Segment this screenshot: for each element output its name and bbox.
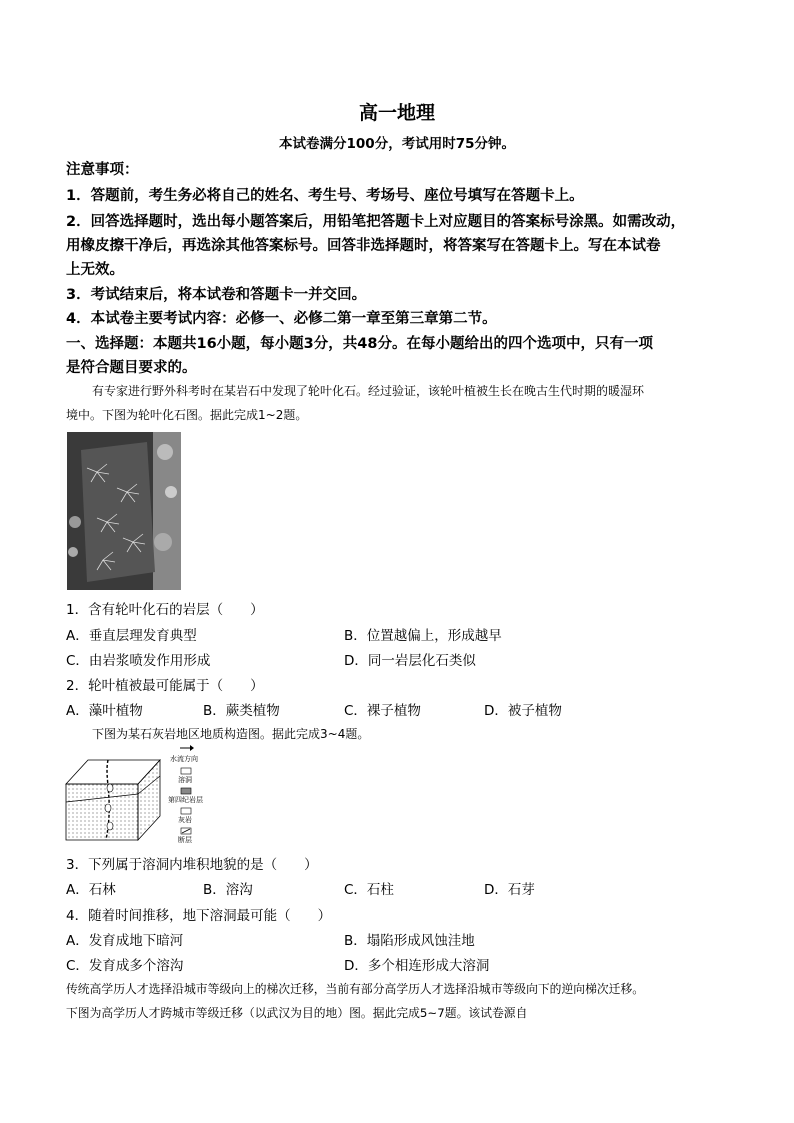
section-heading-cont: 是符合题目要求的。 — [66, 360, 197, 376]
legend-label: 灰岩 — [178, 816, 192, 824]
option-d[interactable]: D．同一岩层化石类似 — [344, 653, 476, 669]
option-b[interactable]: B．位置越偏上，形成越早 — [344, 628, 502, 644]
option-a[interactable]: A．发育成地下暗河 — [66, 933, 184, 949]
notice-item: 上无效。 — [66, 262, 124, 278]
option-b[interactable]: B．蕨类植物 — [203, 703, 280, 719]
option-b[interactable]: B．塌陷形成风蚀洼地 — [344, 933, 475, 949]
section-heading: 一、选择题：本题共16小题，每小题3分，共48分。在每小题给出的四个选项中，只有一项 — [66, 336, 653, 352]
legend-label: 水流方向 — [170, 755, 198, 763]
notice-item: 用橡皮擦干净后，再选涂其他答案标号。回答非选择题时，将答案写在答题卡上。写在本试卷 — [66, 238, 661, 254]
option-d[interactable]: D．被子植物 — [484, 703, 562, 719]
fossil-photo — [67, 432, 181, 590]
option-a[interactable]: A．藻叶植物 — [66, 703, 143, 719]
notice-item: 4．本试卷主要考试内容：必修一、必修二第一章至第三章第二节。 — [66, 311, 497, 327]
option-c[interactable]: C．石柱 — [344, 882, 394, 898]
option-c[interactable]: C．裸子植物 — [344, 703, 421, 719]
passage-text: 传统高学历人才选择沿城市等级向上的梯次迁移，当前有部分高学历人才选择沿城市等级向下的逆向梯次迁移。 — [66, 982, 645, 996]
option-c[interactable]: C．由岩浆喷发作用形成 — [66, 653, 211, 669]
option-b[interactable]: B．溶沟 — [203, 882, 253, 898]
question-stem: 3．下列属于溶洞内堆积地貌的是（ ） — [66, 857, 318, 873]
exam-subtitle: 本试卷满分100分，考试用时75分钟。 — [279, 136, 515, 152]
notice-item: 1．答题前，考生务必将自己的姓名、考生号、考场号、座位号填写在答题卡上。 — [66, 188, 584, 204]
question-stem: 1．含有轮叶化石的岩层（ ） — [66, 602, 264, 618]
option-d[interactable]: D．多个相连形成大溶洞 — [344, 958, 490, 974]
passage-text: 下图为某石灰岩地区地质构造图。据此完成3~4题。 — [92, 727, 370, 741]
notice-heading: 注意事项： — [66, 162, 139, 178]
legend-label: 第四纪岩层 — [168, 796, 203, 804]
option-a[interactable]: A．垂直层理发育典型 — [66, 628, 197, 644]
passage-text: 境中。下图为轮叶化石图。据此完成1~2题。 — [66, 408, 308, 422]
question-stem: 4．随着时间推移，地下溶洞最可能（ ） — [66, 908, 332, 924]
question-stem: 2．轮叶植被最可能属于（ ） — [66, 678, 264, 694]
notice-item: 3．考试结束后，将本试卷和答题卡一并交回。 — [66, 287, 367, 303]
passage-text: 下图为高学历人才跨城市等级迁移（以武汉为目的地）图。据此完成5~7题。该试卷源自 — [66, 1006, 528, 1020]
notice-item: 2．回答选择题时，选出每小题答案后，用铅笔把答题卡上对应题目的答案标号涂黑。如需改动， — [66, 214, 686, 230]
option-c[interactable]: C．发育成多个溶沟 — [66, 958, 184, 974]
legend-label: 溶洞 — [178, 776, 192, 784]
option-d[interactable]: D．石芽 — [484, 882, 535, 898]
passage-text: 有专家进行野外科考时在某岩石中发现了轮叶化石。经过验证，该轮叶植被生长在晚古生代时期的暖湿环 — [92, 384, 645, 398]
legend-label: 断层 — [178, 836, 192, 844]
page-title: 高一地理 — [358, 102, 435, 124]
option-a[interactable]: A．石林 — [66, 882, 116, 898]
